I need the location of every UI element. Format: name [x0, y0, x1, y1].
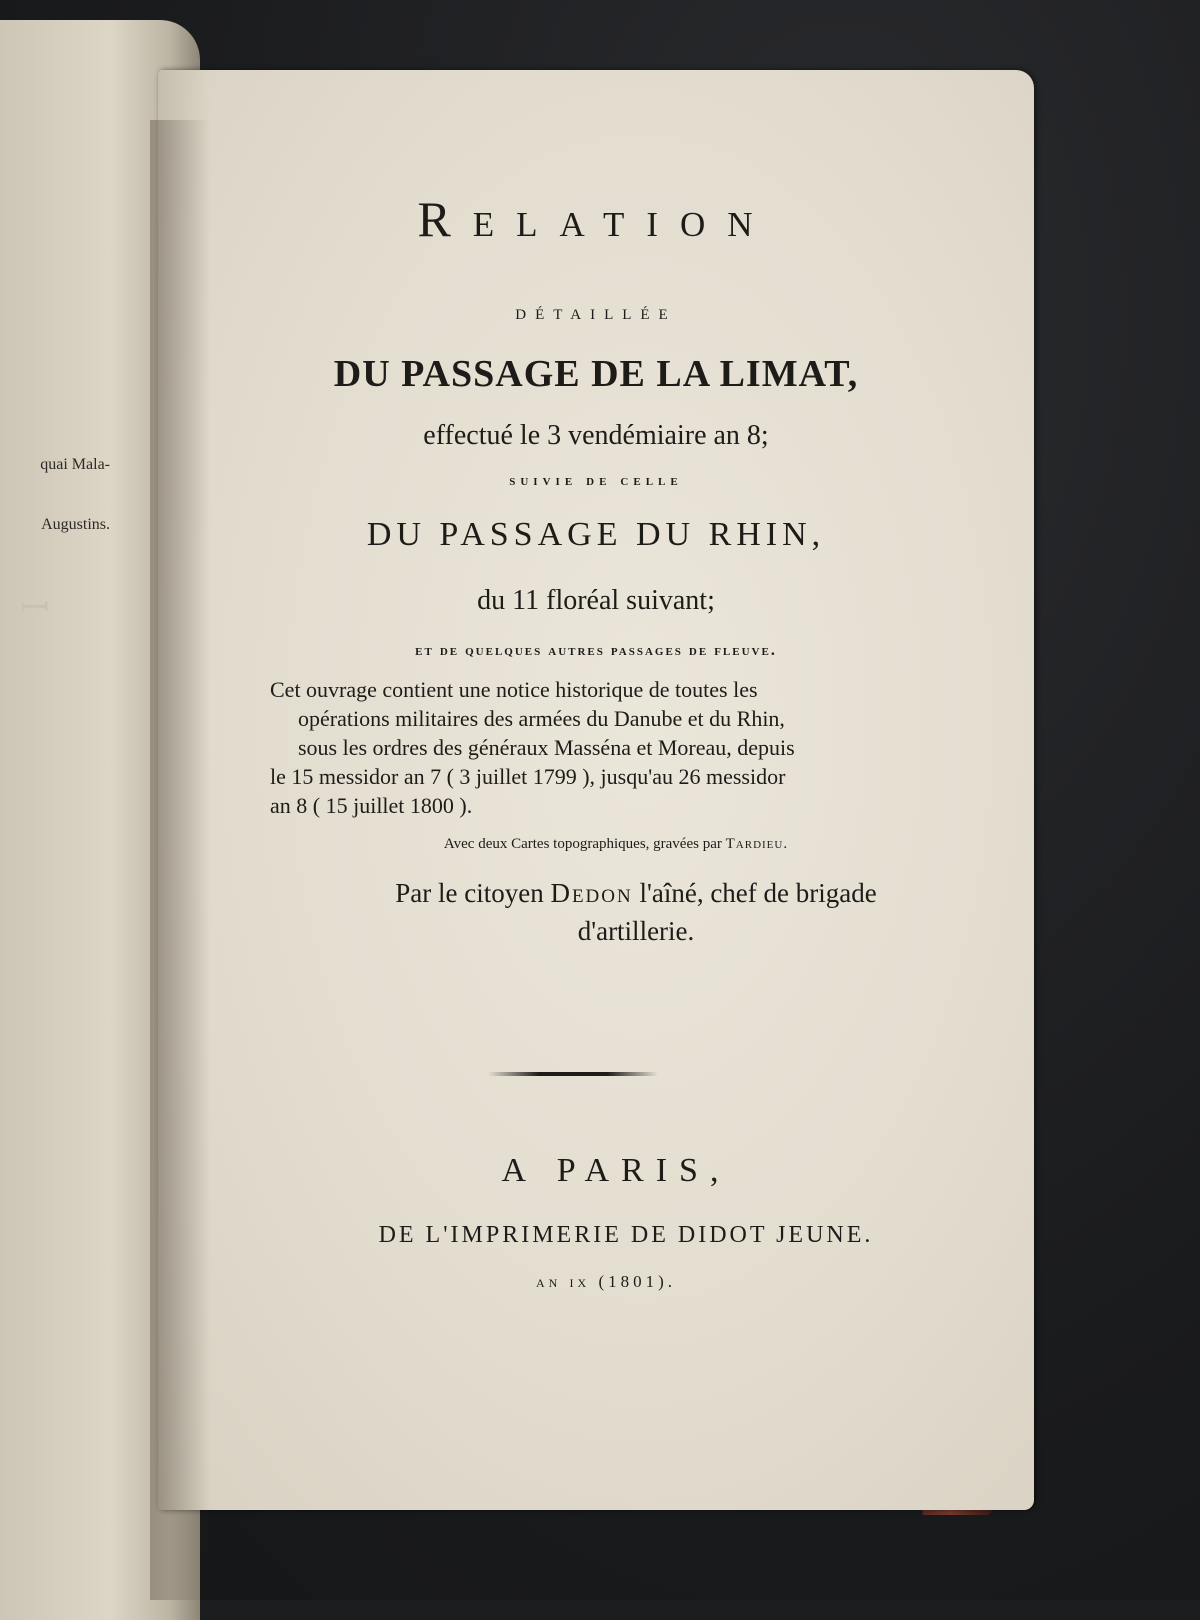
- cartes-text: Avec deux Cartes topographiques, gravées par: [443, 836, 722, 852]
- imprint-date: an ix (1801).: [535, 1272, 677, 1291]
- imprint-place: A PARIS,: [501, 1152, 731, 1189]
- notice-line-4: le 15 messidor an 7 ( 3 juillet 1799 ), jusqu'au 26 messidor: [270, 764, 786, 789]
- title-floreal: du 11 floréal suivant;: [477, 585, 715, 616]
- title-rhin: DU PASSAGE DU RHIN,: [366, 516, 826, 553]
- cartes-engraver: Tardieu.: [725, 836, 789, 852]
- left-page-line-2: Augustins.: [41, 516, 110, 533]
- gutter-shadow: [150, 120, 210, 1600]
- cartes-line: [178, 836, 1054, 853]
- author-name: Dedon: [550, 878, 633, 908]
- title-page: [158, 70, 1034, 1510]
- bleed-through-mark: ꟷ: [20, 588, 50, 629]
- ornamental-rule: [488, 1072, 658, 1076]
- author-suffix: l'aîné, chef de brigade: [639, 878, 877, 908]
- notice-line-3: sous les ordres des généraux Masséna et Moreau, depuis: [298, 735, 795, 760]
- title-suivie: suivie de celle: [509, 472, 683, 489]
- title-limat: DU PASSAGE DE LA LIMAT,: [333, 353, 859, 395]
- title-quelques: et de quelques autres passages de fleuve.: [415, 642, 777, 659]
- author-line: [198, 878, 1074, 909]
- book-title: Relation: [417, 191, 775, 247]
- author-prefix: Par le citoyen: [395, 878, 544, 908]
- notice-line-5: an 8 ( 15 juillet 1800 ).: [270, 793, 473, 818]
- left-page-line-1: quai Mala-: [40, 456, 110, 473]
- notice-line-1: Cet ouvrage contient une notice historique de toutes les: [270, 677, 758, 702]
- notice-line-2: opérations militaires des armées du Danube et du Rhin,: [298, 706, 785, 731]
- imprint-printer: DE L'IMPRIMERIE DE DIDOT JEUNE.: [378, 1222, 874, 1248]
- title-effectue: effectué le 3 vendémiaire an 8;: [423, 420, 769, 451]
- notice-paragraph: [270, 675, 970, 820]
- author-rank: d'artillerie.: [577, 916, 695, 946]
- title-detaillee: détaillée: [515, 300, 677, 324]
